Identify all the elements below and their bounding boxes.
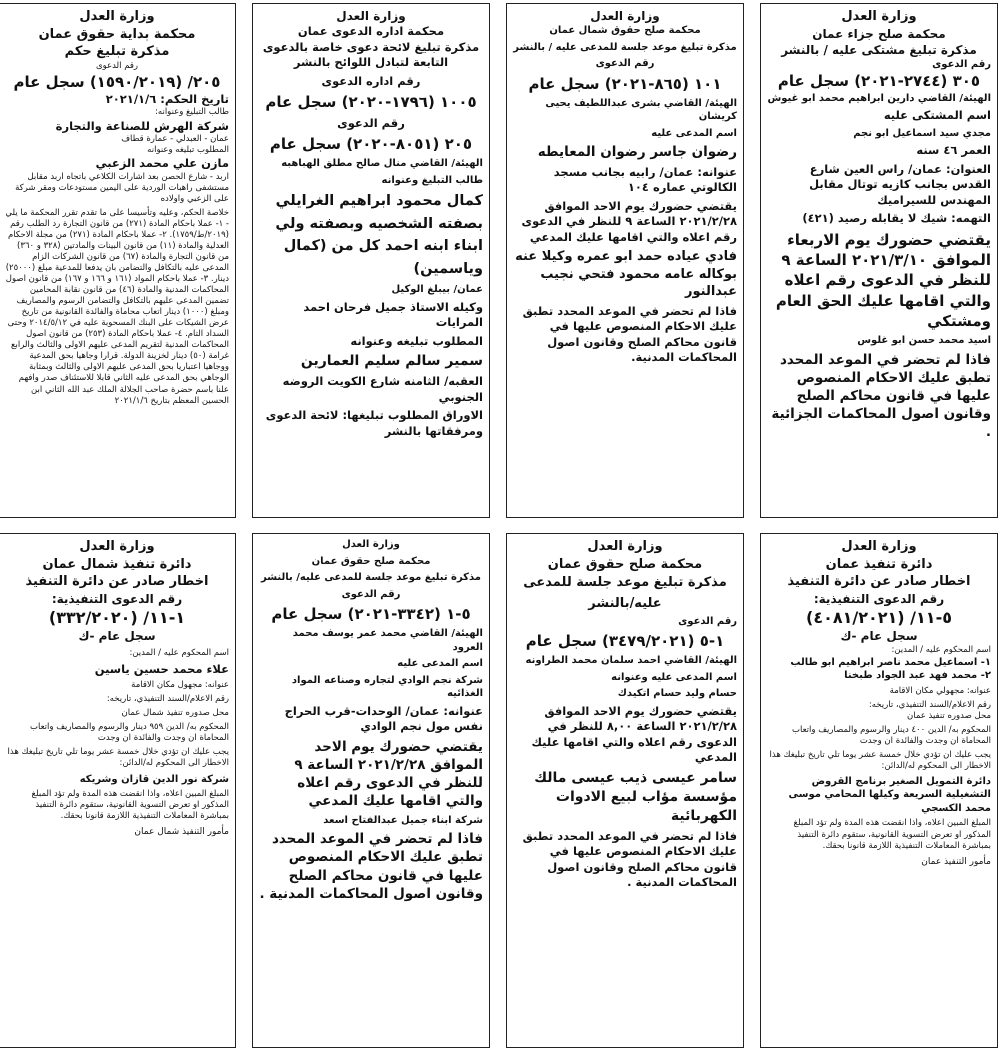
ministry-title: وزارة العدل <box>342 539 400 550</box>
notice-number: رقم الاعلام/السند التنفيذي، تاريخه: <box>868 699 991 710</box>
notice-title: مذكرة تبليغ موعد جلسة للمدعى عليه / بالنشر <box>513 41 737 53</box>
notice-body: يجب عليك ان تؤدي خلال خمسة عشر يوما تلي تاريخ تبليغك هذا الاخطار الى المحكوم له/الدائن: <box>7 747 229 769</box>
party-address: عنوانه: عمان/ الوحدات-قرب الحراج نفس مول نجم الوادي <box>284 703 483 734</box>
notice-north-amman-court <box>506 3 744 518</box>
party-label: اسم المحكوم عليه / المدين: <box>129 647 229 658</box>
case-number: ٢٠٥/ (١٥٩٠/٢٠١٩) سجل عام <box>13 72 221 91</box>
party-label: اسم المدعى عليه <box>651 127 737 139</box>
party-address: عمان - العبدلي - عمارة قطاف <box>121 134 229 145</box>
notice-first-instance-court <box>0 3 236 518</box>
party-name-1: ١- اسماعيل محمد ناصر ابراهيم ابو طالب <box>790 656 991 668</box>
notice-body: يجب عليك ان تؤدي خلال خمسة عشر يوما تلي تاريخ تبليغك هذا الاخطار الى المحكوم له/الدائن: <box>769 749 991 771</box>
signature: مأمور التنفيذ شمال عمان <box>134 827 229 838</box>
plaintiff-name: فادي عياده حمد ابو عمره وكيلا عنه بوكاله عامه محمود فتحي نجيب عبدالنور <box>515 249 737 300</box>
issuer: محل صدوره تنفيذ شمال عمان <box>121 708 229 719</box>
party-name: شركة نجم الوادي لتجاره وصناعه المواد الغذائيه <box>291 674 483 700</box>
case-label: رقم الدعوى <box>595 58 655 70</box>
notice-title: مذكرة تبليغ موعد جلسة للمدعى عليه/ بالنشر <box>261 572 481 583</box>
target-label: المطلوب تبليغه وعنوانه <box>350 333 483 348</box>
party-address: عنوانه: عمان/ رابيه بجانب مسجد الكالوتي عماره ١٠٤ <box>553 164 737 195</box>
case-label: رقم الدعوى <box>341 588 401 600</box>
notice-number: رقم الاعلام/السند التنفيذي، تاريخه: <box>106 694 229 705</box>
department-name: دائرة تنفيذ شمال عمان <box>42 556 192 572</box>
warning-text: فاذا لم تحضر في الموعد المحدد تطبق عليك الاحكام المنصوص عليها في قانون محاكم الصلح وقانون اصول المحاكمات المدنية . <box>522 828 737 890</box>
ministry-title: وزارة العدل <box>587 539 663 554</box>
summons-text: يقتضي حضورك يوم الاربعاء الموافق ٢٠٢١/٣/١٠ الساعة ٩ للنظر في الدعوى رقم اعلاه والتي اقامها عليك الحق العام ومشتكي <box>775 230 991 330</box>
party-name: مجدي سيد اسماعيل ابو نجم <box>853 127 991 139</box>
notice-amman-execution <box>760 533 998 1048</box>
amount: المحكوم به/ الدين ٤٠٠ دينار والرسوم والمصاريف واتعاب المحاماة ان وجدت والفائدة ان وجدت <box>791 724 991 746</box>
case-number: ٥-١ (٣٣٤٢-٢٠٢١) سجل عام <box>271 605 471 623</box>
party-label: اسم المشتكى عليه <box>883 108 991 123</box>
closing-text: المبلغ المبين اعلاه، واذا انقضت هذه المدة ولم تؤد المبلغ المذكور او تعرض التسوية القانونية، ستقوم دائرة التنفيذ بمباشرة المعاملات التنفيذية اللازمة قانونا بحقك. <box>793 818 991 851</box>
party-name: كمال محمود ابراهيم الغرايلي بصفته الشخصيه وبصفته ولي ابناء ابنه احمد كل من (كمال وياسمين) <box>275 193 483 277</box>
case-number: ٢٠٥ (٨٠٥١-٢٠٢٠) سجل عام <box>269 135 473 154</box>
panel: الهيئة/ القاضي احمد سلمان محمد الطراونه <box>525 655 737 667</box>
summons-text: يقتضي حضورك يوم الاحد الموافق ٢٠٢١/٢/٢٨ الساعة ٩ للنظر في الدعوى رقم اعلاه والتي اقامها عليك المدعي <box>521 198 737 244</box>
case-label: رقم الدعوى <box>932 58 991 70</box>
creditor-name: شركة نور الدين قازان وشريكه <box>79 773 229 785</box>
party-address: عنوانه: مجهولي مكان الاقامة <box>889 685 991 696</box>
notice-amman-civil-court <box>506 533 744 1048</box>
panel: الهيئة/ القاضي محمد عمر يوسف محمد العرود <box>292 628 483 653</box>
court-name: محكمة صلح حقوق عمان <box>547 556 703 572</box>
court-name: محكمة صلح حقوق شمال عمان <box>549 25 701 37</box>
ministry-title: وزارة العدل <box>336 9 406 23</box>
documents: الاوراق المطلوب تبليغها: لائحة الدعوى ومرفقاتها بالنشر <box>265 408 483 438</box>
party-age: العمر ٤٦ سنه <box>916 143 991 158</box>
court-name: محكمة بداية حقوق عمان <box>38 26 196 42</box>
judgment-date: تاريخ الحكم: ٢٠٢١/١/٦ <box>105 91 229 106</box>
case-number: ١-٥ (٣٤٧٩/٢٠٢١) سجل عام <box>525 632 725 651</box>
signature: مأمور التنفيذ عمان <box>921 856 991 867</box>
notice-title: مذكرة تبليغ موعد جلسة للمدعى عليه/بالنشر <box>523 575 727 611</box>
notice-title: اخطار صادر عن دائرة التنفيذ <box>787 574 971 590</box>
party-address: عمان/ بيبلغ الوكيل <box>391 284 483 296</box>
warning-text: فاذا لم تحضر في الموعد المحدد تطبق عليك الاحكام المنصوص عليها في قانون محاكم الصلح وقانون اصول المحاكمات المدنية . <box>259 831 483 902</box>
ministry-title: وزارة العدل <box>79 539 155 554</box>
party-label: اسم المدعى عليه وعنوانه <box>611 671 737 683</box>
case-management-number: ١٠٠٥ (١٧٩٦-٢٠٢٠) سجل عام <box>265 93 477 112</box>
notice-north-amman-execution <box>0 533 236 1048</box>
court-name: محكمة صلح حقوق عمان <box>311 555 431 567</box>
warning-text: فاذا لم تحضر في الموعد المحدد تطبق عليك الاحكام المنصوص عليها في قانون محاكم الصلح وقانون اصول المحاكمات الجزائية . <box>771 351 991 441</box>
ministry-title: وزارة العدل <box>79 9 155 24</box>
panel: الهيئة/ القاضي دارين ابراهيم محمد ابو غيوش <box>767 92 991 104</box>
party-name: شركة الهرش للصناعة والتجارة <box>55 118 229 133</box>
requester-label: طالب التبليغ وعنوانه: <box>155 107 229 118</box>
case-number: ٥-١١/ (٤٠٨١/٢٠٢١) <box>806 607 952 627</box>
plaintiff-name: اسيد محمد حسن ابو غلوس <box>857 335 991 347</box>
panel: الهيئة/ القاضي منال صالح مطلق الهباهبه <box>281 158 483 170</box>
target-label: المطلوب تبليغه وعنوانه <box>147 145 229 156</box>
charge: التهمه: شيك لا يقابله رصيد (٤٢١) <box>802 211 991 226</box>
panel: الهيئة/ القاضي بشرى عبداللطيف يحيى كريشان <box>545 97 737 123</box>
case-label: رقم الدعوى <box>95 60 139 71</box>
register: سجل عام -ك <box>78 629 156 644</box>
department-name: دائرة تنفيذ عمان <box>825 556 933 572</box>
notice-title: اخطار صادر عن دائرة التنفيذ <box>25 574 209 590</box>
case-number: ١-١١/ (٣٣٢/٢٠٢٠) <box>48 607 186 627</box>
notice-title: مذكرة تبليغ مشتكى عليه / بالنشر <box>781 42 977 57</box>
summons-text: يقتضي حضورك يوم الاحد الموافق ٢٠٢١/٢/٢٨ الساعة ٨,٠٠ للنظر في الدعوى رقم اعلاه والتي اقامها عليك المدعي <box>531 703 737 765</box>
notice-title: مذكرة تبليغ لائحة دعوى خاصة بالدعوى التابعة لتبادل اللوائح بالنشر <box>262 39 480 70</box>
ministry-title: وزارة العدل <box>841 9 917 24</box>
ministry-title: وزارة العدل <box>841 539 917 554</box>
plaintiff-name: شركة ابناء جميل عبدالفتاح اسعد <box>323 814 483 826</box>
warning-text: فاذا لم تحضر في الموعد المحدد تطبق عليك الاحكام المنصوص عليها في قانون محاكم الصلح وقانون اصول المحاكمات المدنية. <box>522 303 737 365</box>
court-name: محكمة صلح جزاء عمان <box>812 26 946 41</box>
case-label: رقم الدعوى التنفيذية: <box>51 591 183 606</box>
party-name-2: ٢- محمد فهد عبد الجواد طبخنا <box>844 670 991 682</box>
notice-amman-civil-court-2 <box>252 533 490 1048</box>
party-address: عنوانه: مجهول مكان الاقامة <box>131 680 229 691</box>
register: سجل عام -ك <box>840 629 918 644</box>
amount: المحكوم به/ الدين ٩٥٩ دينار والرسوم والمصاريف واتعاب المحاماة ان وجدت والفائدة ان وجدت <box>29 722 229 744</box>
party-label: اسم المحكوم عليه / المدين: <box>891 644 991 655</box>
plaintiff-name: سامر عيسى ذيب عيسى مالك مؤسسة مؤاب لبيع الادوات الكهربائية <box>534 770 737 824</box>
party-name: علاء محمد حسين ياسين <box>94 661 229 676</box>
creditor-name: دائرة التمويل الصغير برنامج القروض التشغيلية السريعة وكيلها المحامي موسى محمد الكسجي <box>788 775 991 814</box>
case-management-label: رقم اداره الدعوى <box>321 73 421 88</box>
judgment-body: خلاصة الحكم، وعليه وتأسيسا على ما تقدم تقرر المحكمة ما يلي - ١- عملا باحكام المادة (٢٧١) من قانون التجارة رد الطلب رقم (٢٠١٩/ط/١٧٥٩). ٢- عملا باحكام المادة (٢٧١) من مجلة الاحكام العدلية والمادة (١١) من قانون البينات والمادتين (٣٢٨ و ٣٦٠) من قانون التجارة والمادة (٦٧) من قانون الشركات الزام المدعى عليه بالتكافل والتضامن بان يدفعا للمدعية مبلغ (٢٥٠٠٠) دينار. ٣- عملا باحكام المواد (١٦١ و ١٦٦ و ١٦٧) من قانون اصول المحاكمات المدنية والمادة (٤٦) من قانون نقابة المحامين تضمين المدعى عليهم بالتكافل والتضامن الرسوم والمصاريف ومبلغ (١٠٠٠) دينار اتعاب محاماة والفائدة القانونية من تاريخ عرض الشيكات على البنك المسحوبة عليه في ٢٠١٤/٥/١٢ وحتى السداد التام. ٤- عملا باحكام المادة (٢٥٣) من قانون اصول المحاكمات المدنية لتقريم المدعى عليهم الاولى والثالث والرابع غرامة (٥٠) دينار لخزينة الدولة. قرارا وجاهيا بحق المدعية ووجاهيا اعتباريا بحق المدعى عليهم الاولى والثالث وبمثابة الوجاهي بحق المدعى عليه الثاني قابلا للاستئناف صدر وافهم علنا باسم حضرة صاحب الجلالة الملك عبد الله الثاني ابن الحسين المعظم بتاريخ ٢٠٢١/١/٦ <box>5 207 229 406</box>
notice-criminal-court <box>760 3 998 518</box>
court-name: محكمة اداره الدعوى عمان <box>297 24 445 39</box>
party-address: العنوان: عمان/ راس العين شارع القدس بجانب كازيه توتال مقابل المهندس للسيراميك <box>809 161 991 207</box>
ministry-title: وزارة العدل <box>590 9 660 23</box>
party-name: رضوان جاسر رضوان المعايطه <box>537 144 737 161</box>
case-number: ٣٠٥ (٢٧٤٤-٢٠٢١) سجل عام <box>777 72 981 91</box>
target-name: مازن علي محمد الزعبي <box>95 156 229 171</box>
case-label: رقم الدعوى <box>678 615 737 627</box>
notice-title: مذكرة تبليغ حكم <box>64 44 170 60</box>
target-address: اربد - شارع الحصن بعد اشارات الكلاعي باتجاه اربد مقابل مستشفى راهبات الوردية على اليمين مستودعات ومقر شركة على الزعبي واولاده <box>15 171 229 204</box>
party-name: حسام وليد حسام اتكيدك <box>617 688 737 700</box>
summons-text: يقتضي حضورك يوم الاحد الموافق ٢٠٢١/٢/٢٨ الساعة ٩ للنظر في الدعوى رقم اعلاه والتي اقامها عليك المدعي <box>294 738 483 810</box>
target-address: العقبه/ الثامنه شارع الكويت الروضه الجنوبي <box>282 374 483 404</box>
case-label: رقم الدعوى التنفيذية: <box>813 591 945 606</box>
closing-text: المبلغ المبين اعلاه، واذا انقضت هذه المدة ولم تؤد المبلغ المذكور او تعرض التسوية القانونية، ستقوم دائرة التنفيذ بمباشرة المعاملات التنفيذية اللازمة قانونا بحقك. <box>31 789 229 822</box>
notice-case-management-court <box>252 3 490 518</box>
issuer: محل صدوره تنفيذ عمان <box>907 710 991 721</box>
target-name: سمير سالم سليم العمارين <box>300 353 483 370</box>
case-number: ١٠١ (٨٦٥-٢٠٢١) سجل عام <box>528 74 722 93</box>
agent-name: وكيله الاستاذ جميل فرحان احمد المرايات <box>303 299 483 330</box>
party-label: اسم المدعى عليه <box>397 658 483 670</box>
case-label: رقم الدعوى <box>337 115 405 130</box>
requester-label: طالب التبليغ وعنوانه <box>381 174 483 186</box>
